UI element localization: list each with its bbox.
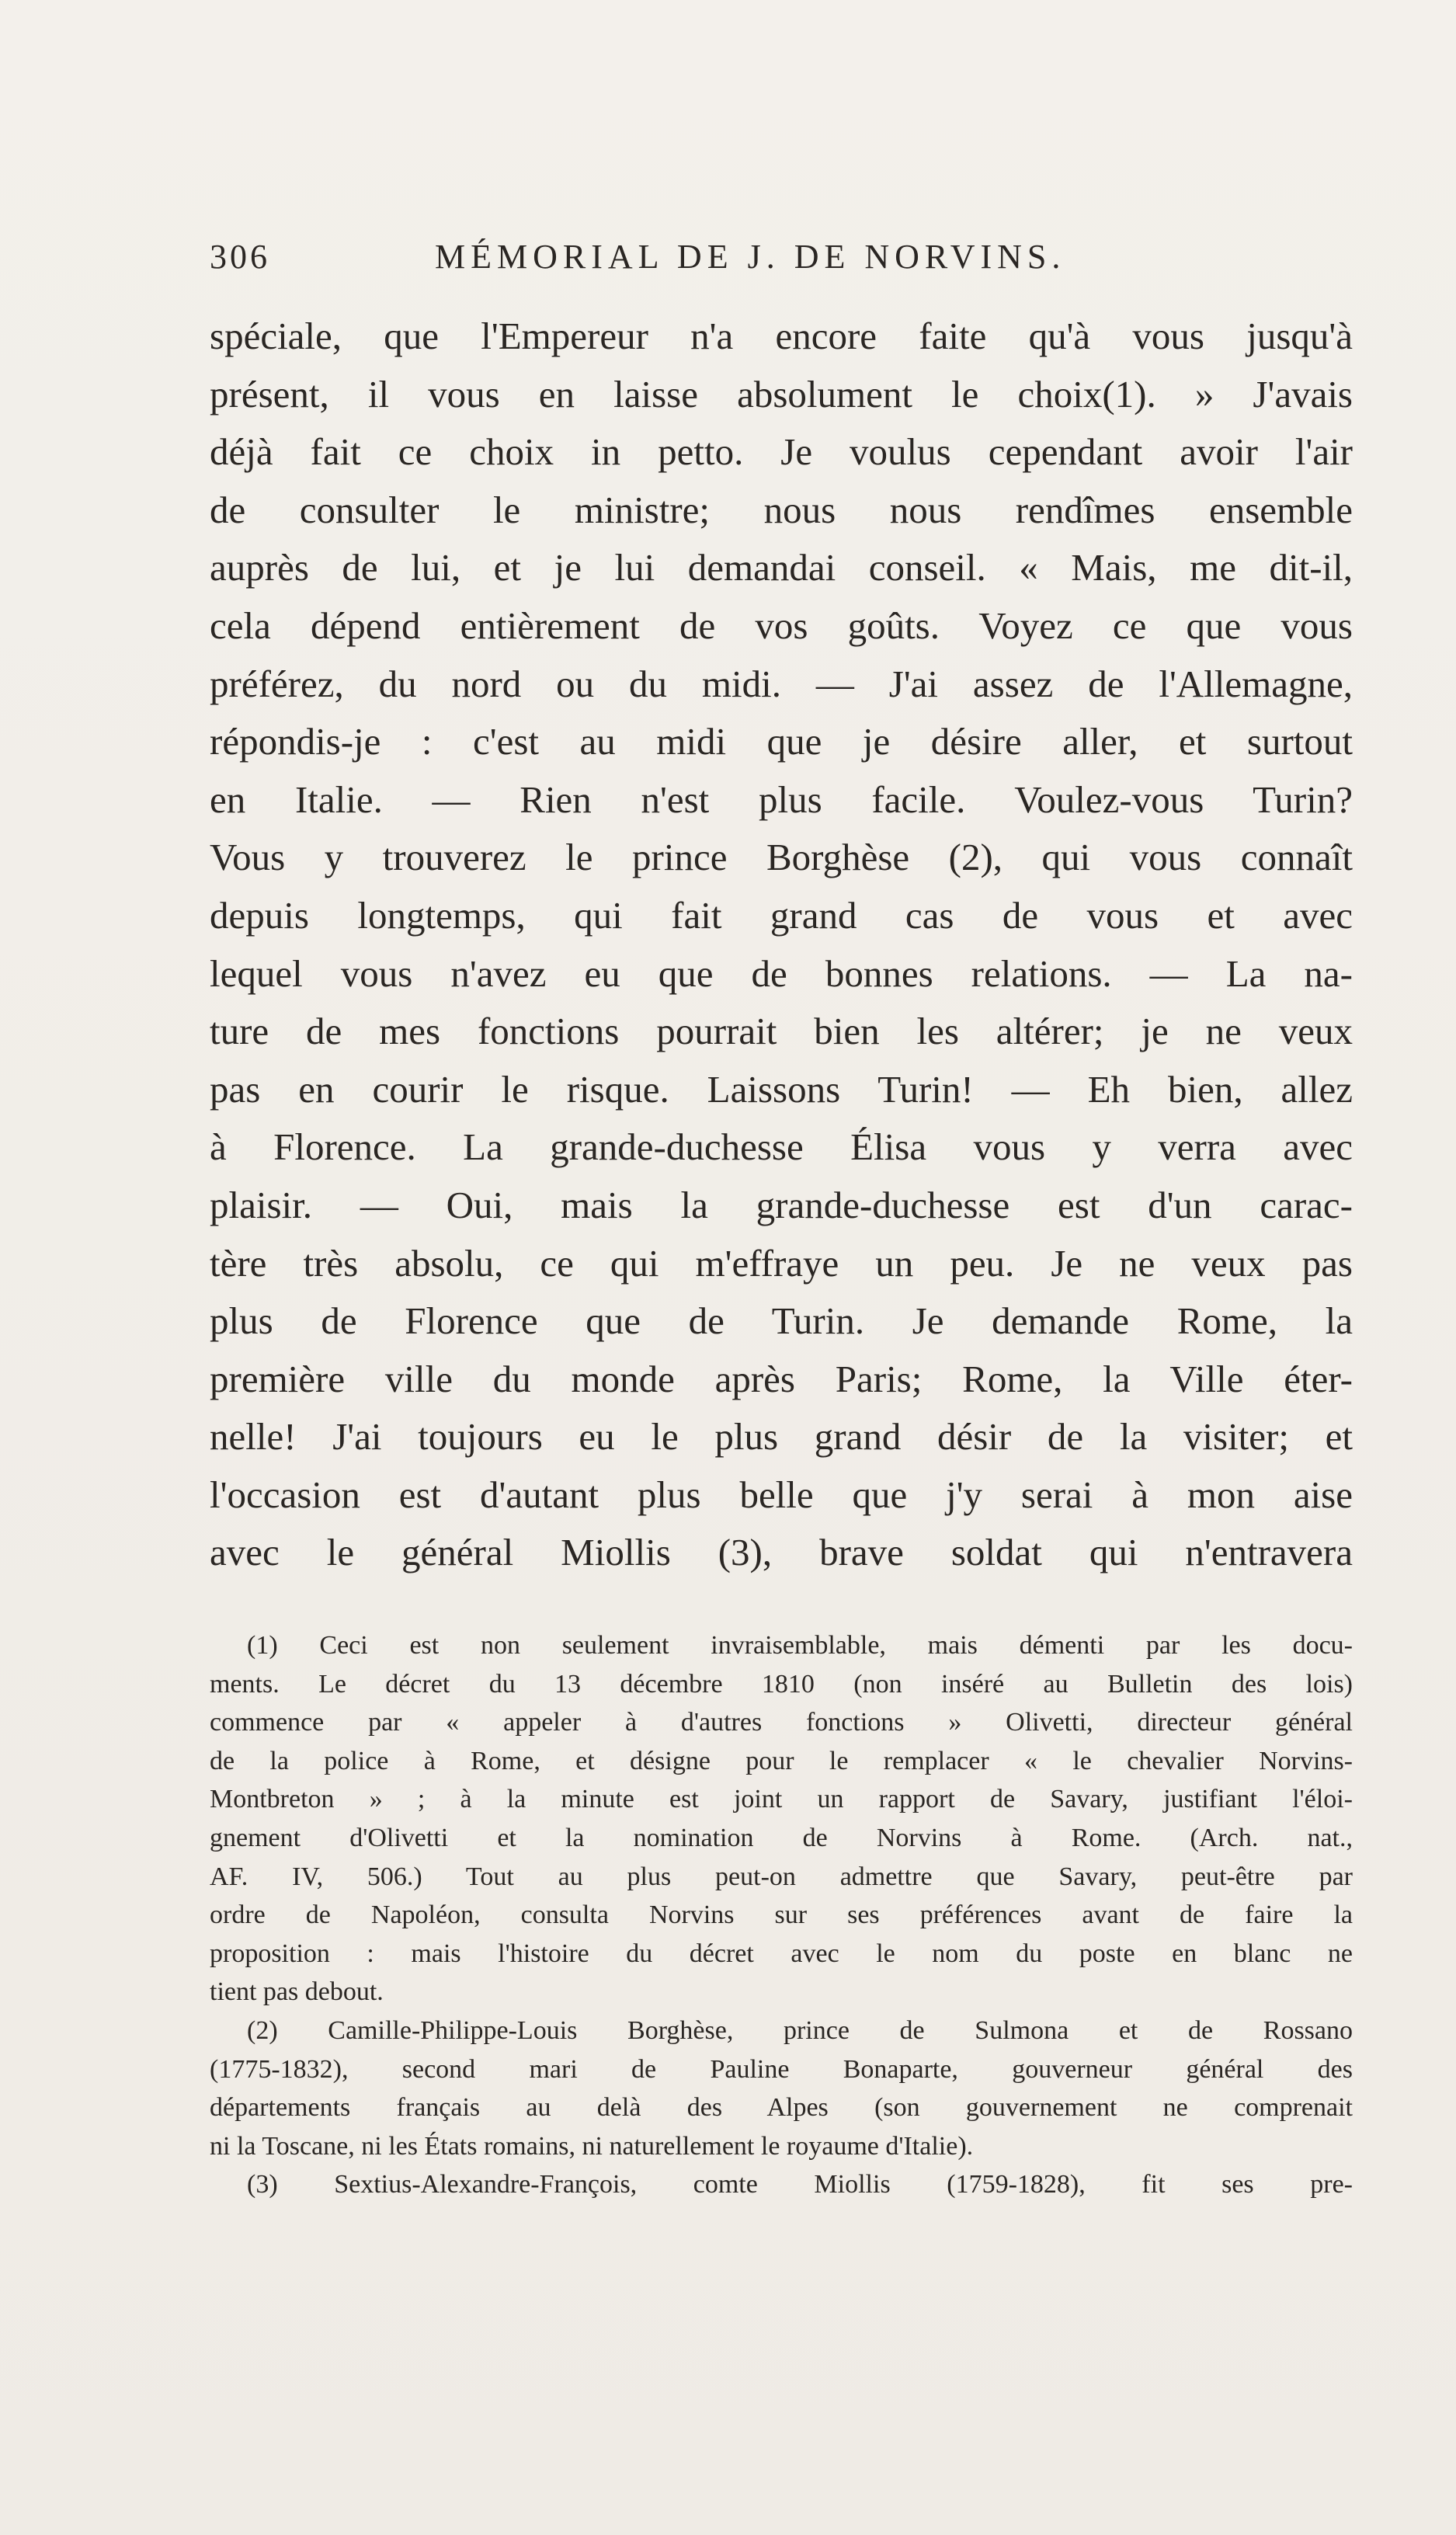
footnote-line: proposition : mais l'histoire du décret avec le nom du poste en blanc ne bbox=[210, 1939, 1353, 1968]
footnote-line: (1) Ceci est non seulement invraisemblable, mais démenti par les docu- bbox=[247, 1631, 1353, 1660]
footnote-line: (3) Sextius-Alexandre-François, comte Miollis (1759-1828), fit ses pre- bbox=[247, 2170, 1353, 2199]
footnote-line: tient pas debout. bbox=[210, 1977, 384, 2007]
text-line: ture de mes fonctions pourrait bien les altérer; je ne veux bbox=[210, 1010, 1353, 1053]
text-line: depuis longtemps, qui fait grand cas de vous et avec bbox=[210, 893, 1353, 937]
running-head: MÉMORIAL DE J. DE NORVINS. bbox=[435, 238, 1066, 276]
text-line: préférez, du nord ou du midi. — J'ai assez de l'Allemagne, bbox=[210, 662, 1353, 705]
text-line: tère très absolu, ce qui m'effraye un peu. Je ne veux pas bbox=[210, 1241, 1353, 1285]
text-line: à Florence. La grande-duchesse Élisa vous y verra avec bbox=[210, 1125, 1353, 1169]
footnote-line: (1775-1832), second mari de Pauline Bonaparte, gouverneur général des bbox=[210, 2054, 1353, 2084]
text-line: pas en courir le risque. Laissons Turin! — Eh bien, allez bbox=[210, 1067, 1353, 1111]
text-line: plus de Florence que de Turin. Je demande Rome, la bbox=[210, 1299, 1353, 1343]
footnote-line: gnement d'Olivetti et la nomination de Norvins à Rome. (Arch. nat., bbox=[210, 1823, 1353, 1852]
text-line: nelle! J'ai toujours eu le plus grand désir de la visiter; et bbox=[210, 1415, 1353, 1459]
footnote-line: AF. IV, 506.) Tout au plus peut-on admettre que Savary, peut-être par bbox=[210, 1862, 1353, 1891]
text-line: auprès de lui, et je lui demandai conseil. « Mais, me dit-il, bbox=[210, 546, 1353, 589]
text-line: présent, il vous en laisse absolument le choix(1). » J'avais bbox=[210, 372, 1353, 416]
footnote-line: ments. Le décret du 13 décembre 1810 (non inséré au Bulletin des lois) bbox=[210, 1669, 1353, 1699]
text-line: Vous y trouverez le prince Borghèse (2), qui vous connaît bbox=[210, 836, 1353, 879]
text-line: avec le général Miollis (3), brave soldat qui n'entravera bbox=[210, 1531, 1353, 1574]
footnote-line: (2) Camille-Philippe-Louis Borghèse, prince de Sulmona et de Rossano bbox=[247, 2015, 1353, 2045]
page-number: 306 bbox=[210, 238, 270, 276]
text-line: première ville du monde après Paris; Rome, la Ville éter- bbox=[210, 1357, 1353, 1400]
text-line: en Italie. — Rien n'est plus facile. Voulez-vous Turin? bbox=[210, 777, 1353, 821]
footnote-line: départements français au delà des Alpes (son gouvernement ne comprenait bbox=[210, 2093, 1353, 2123]
page-header bbox=[210, 237, 1359, 283]
text-line: plaisir. — Oui, mais la grande-duchesse est d'un carac- bbox=[210, 1183, 1353, 1226]
footnote-line: de la police à Rome, et désigne pour le remplacer « le chevalier Norvins- bbox=[210, 1746, 1353, 1775]
text-line: déjà fait ce choix in petto. Je voulus cependant avoir l'air bbox=[210, 430, 1353, 474]
text-line: répondis-je : c'est au midi que je désire aller, et surtout bbox=[210, 720, 1353, 763]
text-line: lequel vous n'avez eu que de bonnes relations. — La na- bbox=[210, 951, 1353, 995]
footnote-line: ni la Toscane, ni les États romains, ni naturellement le royaume d'Italie). bbox=[210, 2131, 974, 2161]
text-line: cela dépend entièrement de vos goûts. Voyez ce que vous bbox=[210, 603, 1353, 647]
footnote-line: Montbreton » ; à la minute est joint un rapport de Savary, justifiant l'éloi- bbox=[210, 1785, 1353, 1814]
text-line: l'occasion est d'autant plus belle que j'y serai à mon aise bbox=[210, 1473, 1353, 1516]
footnotes bbox=[210, 1626, 1353, 2204]
footnote-line: ordre de Napoléon, consulta Norvins sur ses préférences avant de faire la bbox=[210, 1900, 1353, 1930]
text-line: spéciale, que l'Empereur n'a encore faite qu'à vous jusqu'à bbox=[210, 315, 1353, 357]
main-text bbox=[210, 308, 1353, 1582]
text-line: de consulter le ministre; nous nous rendîmes ensemble bbox=[210, 488, 1353, 531]
footnote-line: commence par « appeler à d'autres fonctions » Olivetti, directeur général bbox=[210, 1708, 1353, 1737]
